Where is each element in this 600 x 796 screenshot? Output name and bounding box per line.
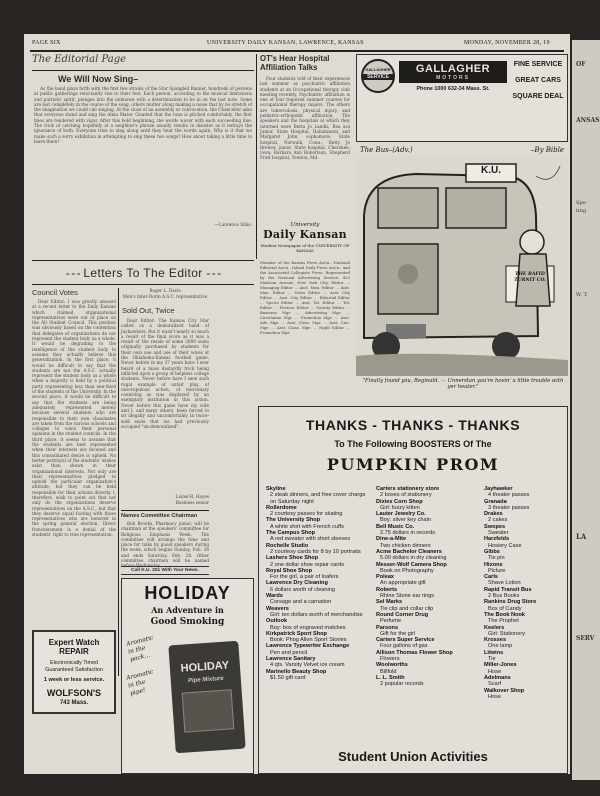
booster-name: Weavers: [266, 605, 289, 612]
booster-gift: A red sweater with short sleeves: [270, 536, 351, 543]
slogan-3: SQUARE DEAL: [512, 93, 564, 100]
gallagher-phone: Phone 1000 632-34 Mass. St.: [416, 86, 490, 92]
thanks-event: PUMPKIN PROM: [326, 455, 500, 474]
boosters-column-1: [266, 486, 370, 681]
booster-name: Rochelle Studio: [266, 542, 309, 549]
council-body: [32, 299, 116, 627]
booster-gift: 2 Bus Books: [488, 593, 520, 600]
booster-entry: [376, 587, 480, 600]
booster-name: Poleax: [376, 574, 395, 581]
booster-entry: [484, 562, 564, 575]
booster-name: Round Corner Drug: [376, 611, 429, 618]
strip-text: ting: [576, 208, 587, 214]
booster-entry: [484, 486, 564, 499]
booster-entry: [376, 524, 480, 537]
booster-gift: Gift for the girl: [380, 630, 416, 637]
booster-entry: [266, 669, 370, 682]
booster-entry: [484, 662, 564, 675]
watch-ad: [32, 630, 116, 714]
booster-gift: 2 popular records: [380, 681, 424, 688]
booster-name: Skyline: [266, 486, 286, 492]
booster-gift: A white shirt with French cuffs: [270, 523, 344, 530]
watch-title: Expert Watch REPAIR: [48, 638, 100, 656]
bus-cartoon: [356, 156, 568, 376]
booster-gift: Hose: [488, 668, 502, 675]
booster-gift: An appropriate gift: [380, 580, 426, 587]
booster-entry: [266, 656, 370, 669]
booster-name: Lawrence Typewriter Exchange: [266, 643, 350, 650]
names-body: [121, 521, 209, 569]
council-signer: Roger L. Davis: [149, 288, 181, 293]
booster-entry: [376, 675, 480, 688]
booster-entry: [484, 650, 564, 663]
booster-name: Miller-Jones: [484, 662, 517, 669]
holiday-pouch-note2: Aromatic in the pipe!: [125, 668, 155, 698]
booster-gift: 2 steak dinners, and free cover charge on Saturday night: [270, 492, 366, 505]
booster-entry: [376, 574, 480, 587]
booster-gift: Four gallons of gas: [380, 643, 428, 650]
council-signer-role: Men's Inter-Dorm A.S.C. representative: [122, 294, 208, 299]
ot-text: Four students told of their experiences last summer as psychiatric affiliation students at an Occupational therapy club meeting recently. Psychiatric affiliation is one of four required summer courses for occupational therapy majors. The others are tuberculosis, physical injury, and pediatric-orthopedic affiliation. The speakers and the hospitals at which they interned were Betta Jo Landis, Bea ara Junior, State Hospital, Haliamason, and Margaret John, sophomore, State hospital, Norwalk, Conn.; Betty Jo Brewer, junior, State hospital, Cherokee, Iowa; Barbara Ann Robertson, Shepherd Pratt hospital, Towson, Md.: [260, 76, 350, 161]
issue-date: MONDAY, NOVEMBER 28, 19: [464, 40, 550, 46]
booster-gift: Boy: box of engraved matches: [270, 624, 346, 631]
booster-name: Acme Bachelor Cleaners: [376, 548, 442, 555]
booster-name: The Book Nook: [484, 611, 526, 618]
booster-entry: [376, 625, 480, 638]
booster-entry: [376, 486, 480, 499]
booster-gift: One lamp: [488, 643, 513, 650]
booster-gift: Picture: [488, 567, 506, 574]
masthead: [260, 222, 350, 253]
strip-text: W. T.: [576, 292, 588, 298]
booster-gift: 4 theater passes: [488, 492, 530, 499]
booster-name: Woolworths: [376, 662, 408, 669]
booster-name: Sel Marks: [376, 599, 403, 606]
watch-line3: 1 week or less service.: [43, 677, 105, 683]
booster-gift: $1.50 gift card: [270, 674, 306, 681]
holiday-pouch-note1: Aromatic in the pack…: [125, 634, 155, 664]
booster-gift: Shave Lotion: [488, 580, 521, 587]
booster-gift: Sweater: [488, 530, 509, 537]
booster-gift: Two chicken dinners: [380, 542, 431, 549]
booster-gift: Tie clip and collar clip: [380, 605, 434, 612]
booster-name: Swopes: [484, 523, 506, 530]
paper-name: UNIVERSITY DAILY KANSAN, LAWRENCE, KANSAS: [207, 40, 364, 46]
column-rule: [118, 288, 119, 676]
names-title: Names Committee Chairman: [121, 513, 198, 519]
watch-line2: Guaranteed Satisfaction: [45, 667, 103, 673]
sold-text: Dear Editor: The Kansas City Star called us a demoralized band of Jayhawkers. But it wasn't nearly so much a result of the final score as it was a result of the resale of some 2000 seats originally purchased by students for their own use and use of their wives at the Oklahoma-Kansas football game. Never before in my 37 years have I ever heard of a mass dastardly trick being inflicted upon a group of helpless college students. Never before have I seen such rugal example of unfair play, of unscrupulous action, of mercenary conniving as was displayed by an exemplary institution in this action. Never before this game have my wife and I, and many others, been forced to sit illegally and uncomfortably in twice-sold seats that we had previously occupied "un-demoralized".: [121, 318, 209, 429]
booster-entry: [484, 637, 564, 650]
booster-gift: Scarf: [488, 681, 502, 688]
booster-entry: [266, 568, 370, 581]
booster-name: Carls: [484, 574, 498, 581]
slogan-2: GREAT CARS: [515, 77, 561, 84]
booster-entry: [266, 530, 370, 543]
gallagher-banner: [399, 61, 507, 83]
divider: [32, 284, 254, 285]
kuline-box: [121, 566, 209, 575]
booster-gift: Hosiery Case: [488, 542, 522, 549]
booster-name: Keelers: [484, 624, 505, 631]
sold-title: Sold Out, Twice: [122, 306, 175, 315]
page-number: PAGE SIX: [32, 40, 61, 46]
pouch-sub: Pipe Mixture: [187, 675, 224, 685]
masthead-title: Daily Kansan: [263, 228, 347, 241]
booster-name: Parsons: [376, 624, 399, 631]
booster-gift: Book on Photography: [380, 567, 434, 574]
newspaper-page: [24, 34, 570, 774]
booster-name: Royal Shoe Shop: [266, 567, 312, 574]
booster-name: Rapid Transit Bus: [484, 586, 532, 593]
booster-name: Roberts: [376, 586, 398, 593]
booster-gift: Girl: fuzzy kitten: [380, 504, 420, 511]
booster-gift: The Prophet: [488, 618, 519, 625]
booster-entry: [484, 549, 564, 562]
names-text: Bob Brooks, Pharmacy junior, will be chairman of the speakers' committee for Religious Emphasis Week. The committee will arrange the time and place for talks by guest speakers during the week, which begins Sunday, Feb. 26 and ends Saturday, Feb. 28. Other committee chairmen will be named before Wednesday.: [121, 521, 209, 569]
ot-headline: OT's Hear Hospital Affiliation Talks: [260, 54, 330, 72]
strip-text: LA: [576, 532, 587, 541]
booster-gift: Girl: Stationery: [488, 630, 525, 637]
booster-gift: 6 dollars worth of cleaning: [270, 586, 335, 593]
booster-gift: Box of Candy: [488, 605, 522, 612]
booster-name: The Campus Shop: [266, 530, 316, 537]
booster-entry: [484, 599, 564, 612]
bus-cartoon-drawing: [356, 156, 568, 376]
service-badge: [361, 59, 395, 93]
booster-name: Rankins Drug Store: [484, 599, 537, 606]
editorial-text: As the band plays forth with the first few strains of the Star Spangled Banner, hundreds of persons at public gatherings reluctantly rise to their feet. Each person, according to the musical limitations and patriotic spirit, plunges into the unknown with a determination to be in on the last note. Some are lost completely in the course of the song, others mutter along making a noise that by no stretch of the imagination we could call singing. At the close of an assembly or convocation, the Chancellor asks that everyone stand and sing the Alma Mater. Granted that the tune is pitched comfortably, the first lines are rendered with vigor. After this bold beginning, the words waver with each succeeding line. The trick of catching hopefully at a neighbor's phrase usually results in disaster as it betrays the ignorance of both. Everyone tries to sing along until they hear the words again. Why is it that we make such a sorry exhibition in attempting to sing these two songs? How about taking a little time to learn them?: [34, 86, 252, 144]
booster-gift: Tie: [488, 656, 496, 663]
booster-name: Adelmans: [484, 674, 511, 681]
booster-name: Granada: [484, 498, 507, 505]
booster-gift: Perfume: [380, 618, 402, 625]
booster-name: Dixies Corn Shop: [376, 498, 423, 505]
booster-entry: [266, 593, 370, 606]
booster-entry: [484, 524, 564, 537]
letters-header-text: Letters To The Editor: [83, 266, 203, 280]
booster-entry: [266, 505, 370, 518]
booster-entry: [376, 511, 480, 524]
thanks-title: THANKS - THANKS - THANKS: [305, 417, 521, 433]
booster-entry: [376, 650, 480, 663]
booster-name: The University Shop: [266, 517, 321, 524]
booster-gift: Billfold: [380, 668, 397, 675]
cartoon-quote: "Finally found you, Reginald. — Unnerstan you're hovin' a little trouble with yer heater.": [362, 378, 564, 391]
cartoon-caption-left: The Bus–(Adv.): [360, 146, 413, 154]
booster-gift: 2 boxes of stationery: [380, 492, 432, 499]
booster-name: Krosses: [484, 637, 507, 644]
badge-mid: SERVICE: [363, 74, 393, 80]
masthead-small: University: [290, 222, 320, 228]
booster-gift: Flowers: [380, 656, 400, 663]
thanks-footer: Student Union Activities: [338, 749, 488, 764]
sold-body: [121, 318, 209, 494]
booster-name: Wards: [266, 593, 283, 600]
booster-entry: [484, 574, 564, 587]
booster-name: Lauter Jewelry Co.: [376, 511, 426, 518]
booster-entry: [376, 562, 480, 575]
booster-name: Harzfelds: [484, 536, 510, 543]
column-rule: [256, 54, 257, 259]
sold-signer: Lionel R. Hayes: [175, 494, 209, 499]
slogan-1: FINE SERVICE: [513, 61, 563, 68]
kuline-text: Call K.U. 251 With Your News.: [131, 568, 199, 573]
holiday-ad: [121, 578, 254, 774]
pouch-label: [182, 689, 235, 732]
watch-store: WOLFSON'S: [46, 688, 102, 698]
masthead-staff: Member of the Kansas Press Ass'n., National Editorial Ass'n., Inland Daily Press Ass'n., and the Associated Collegiate Press. Represented by the National Advertising Service, 420 Madison Avenue, New York City. Editor … Managing Editor … Asst. Man. Editor … Asst. Man. Editor … News Editor … Asst. City Editor … Asst. City Editor … Editorial Editor … Sports Editor … Asst. Tel. Editor … Tel. Editor … Feature Editor … Society Editor … Business Mgr. … Advertising Mgr. … Circulation Mgr. … Promotion Mgr. … Asst. Adv. Mgr. … Asst. Class. Mgr. … Asst. Circ. Mgr. … Asst. Class. Mgr. … Night Editor … Promotion Mgr.: [260, 260, 350, 335]
booster-name: Carters stationery store: [376, 486, 440, 492]
booster-entry: [266, 580, 370, 593]
strip-text: OF: [576, 61, 586, 68]
booster-gift: 2 cakes: [488, 517, 508, 524]
gallagher-ad: [356, 54, 568, 142]
letters-header: - - - Letters To The Editor - - -: [65, 266, 221, 280]
booster-gift: Corsage and a carnation: [270, 599, 332, 606]
boosters-column-2: [376, 486, 480, 688]
booster-gift: 2 courtesy passes for skating: [270, 511, 343, 518]
booster-gift: Hose: [488, 693, 502, 700]
booster-entry: [484, 536, 564, 549]
booster-name: Marinello Beauty Shop: [266, 668, 327, 675]
booster-entry: [376, 662, 480, 675]
folio-line: [32, 40, 562, 50]
booster-gift: Boy: silver key chain: [380, 517, 431, 524]
booster-entry: [484, 625, 564, 638]
holiday-tag2: Good Smoking: [150, 617, 225, 627]
cartoon-sign: THE RAFID TURNIT CO.: [514, 272, 546, 283]
booster-entry: [376, 499, 480, 512]
strip-text: Spe-: [576, 200, 588, 206]
booster-entry: [376, 549, 480, 562]
sold-signer-role: Business senior: [175, 500, 209, 505]
booster-name: Rollerdome: [266, 504, 297, 511]
booster-gift: 4 qts. Varsity Velvet ice cream: [270, 662, 345, 669]
holiday-brand: HOLIDAY: [144, 583, 231, 603]
council-title: Council Votes: [32, 288, 78, 297]
booster-entry: [376, 536, 480, 549]
booster-entry: [266, 517, 370, 530]
booster-entry: [266, 555, 370, 568]
booster-entry: [484, 612, 564, 625]
booster-entry: [484, 587, 564, 600]
watch-addr: 743 Mass.: [59, 700, 89, 706]
editorial-section-title: The Editorial Page: [32, 54, 127, 65]
booster-name: L. L. Smith: [376, 674, 405, 681]
pouch-brand: HOLIDAY: [180, 659, 230, 675]
booster-entry: [266, 543, 370, 556]
booster-gift: 5.00 dollars in dry cleaning: [380, 555, 447, 562]
masthead-sub: Student Newspaper of the UNIVERSITY OF KANSAS: [260, 243, 350, 253]
booster-entry: [266, 643, 370, 656]
booster-gift: Book: Phog Allen Sport Stories: [270, 637, 347, 644]
booster-name: Lashers Shoe Shop: [266, 555, 319, 562]
booster-entry: [266, 486, 370, 505]
gallagher-brand: GALLAGHER: [415, 63, 491, 75]
booster-gift: For the girl, a pair of loafers: [270, 574, 339, 581]
ot-body: [260, 76, 350, 216]
booster-name: Carters Super Service: [376, 637, 435, 644]
booster-name: Litwins: [484, 649, 504, 656]
booster-entry: [376, 599, 480, 612]
booster-name: Outlook: [266, 618, 288, 625]
booster-gift: 2 courtesy cards for 8 by 10 portraits: [270, 548, 361, 555]
bus-sign: K.U.: [481, 165, 501, 176]
watch-line1: Electronically Timed: [50, 660, 98, 666]
badge-top: GALLAGHER: [365, 67, 391, 72]
tobacco-pouch-image: [168, 641, 245, 754]
booster-entry: [266, 618, 370, 631]
divider: [121, 510, 209, 511]
booster-name: Drakes: [484, 511, 503, 518]
booster-name: Allison Thomas Flower Shop: [376, 649, 453, 656]
folio-rule: [30, 50, 564, 52]
booster-name: Bell Music Co.: [376, 523, 415, 530]
booster-entry: [266, 631, 370, 644]
booster-name: Lawrence Sanitary: [266, 656, 316, 663]
thanks-subtitle: To The Following BOOSTERS Of The: [334, 439, 492, 449]
booster-entry: [484, 511, 564, 524]
booster-name: Kirkpatrick Sport Shop: [266, 630, 327, 637]
booster-name: Messer-Wolf Camera Shop: [376, 561, 447, 568]
booster-name: Lawrence Dry Cleaning: [266, 580, 328, 587]
booster-gift: Pen and pencil: [270, 649, 308, 656]
booster-entry: [266, 606, 370, 619]
booster-entry: [376, 612, 480, 625]
booster-entry: [484, 499, 564, 512]
adjacent-page-strip: [572, 40, 600, 780]
booster-gift: 3 theater passes: [488, 504, 530, 511]
strip-text: ANSAS: [576, 117, 600, 124]
booster-gift: 2 one dollar shoe repair cards: [270, 561, 345, 568]
booster-gift: 2.75 dollars in records: [380, 530, 436, 537]
boosters-column-3: [484, 486, 564, 700]
booster-entry: [484, 675, 564, 688]
cartoon-caption-right: –By Bible: [530, 146, 564, 154]
divider: [32, 70, 254, 71]
booster-entry: [376, 637, 480, 650]
holiday-tag1: An Adventure in: [151, 605, 224, 615]
booster-gift: Rhine Stone ear rings: [380, 593, 435, 600]
booster-entry: [484, 688, 564, 701]
booster-gift: Girl: ten dollars worth of merchandise: [270, 611, 363, 618]
editorial-byline: —Laurence Silko.: [214, 222, 252, 227]
booster-name: Hixons: [484, 561, 503, 568]
editorial-body: [34, 86, 252, 222]
divider: [32, 260, 254, 261]
booster-name: Walkover Shop: [484, 687, 525, 694]
strip-text: SERV: [576, 635, 595, 642]
booster-name: Dine-a-Mite: [376, 536, 407, 543]
gallagher-motors: MOTORS: [436, 75, 470, 81]
booster-gift: Tie pin: [488, 555, 505, 562]
council-text: Dear Editor: I was greatly amused at a recent letter to the Daily Kansan which claimed organizational representatives were out of place on the All Student Council. This position was obviously based on the contention that delegates of organizations do not represent the student body as a whole. It would be degrading to the intelligence of the student body to assume they actually believe this generalization. In the first place, it would be difficult to say that the students are not the A.S.C. actually represent the student body as a whole when a majority is held by a political party representing less than one-third of the students of the University. In the second place, it would be difficult to say that the students are being adequately represented merely because several students who are responsible to their own classmates are taken from the various schools and colleges to voice their personal opinions in the student councils. In the third place, it seems to assume that the students are best represented when their interests are focused and this consolidated desire is upheld. No better portrayal of the students' wishes exist than shown in their organizational interests. Not only are their representatives pledged to uphold the particular organization's attitude, but they can be held responsible for their actions directly. I, therefore, wish to point out that not only do the organizations deserve representatives on the A.S.C., but that they deserve equal footing with those representatives who are honored in the spring general election. Direct franchisement is a denial of the students' right to true representation.: [32, 299, 116, 538]
booster-name: Jayhawker: [484, 486, 513, 492]
booster-name: Gibbs: [484, 548, 500, 555]
editorial-headline: We Will Now Sing–: [58, 74, 139, 84]
